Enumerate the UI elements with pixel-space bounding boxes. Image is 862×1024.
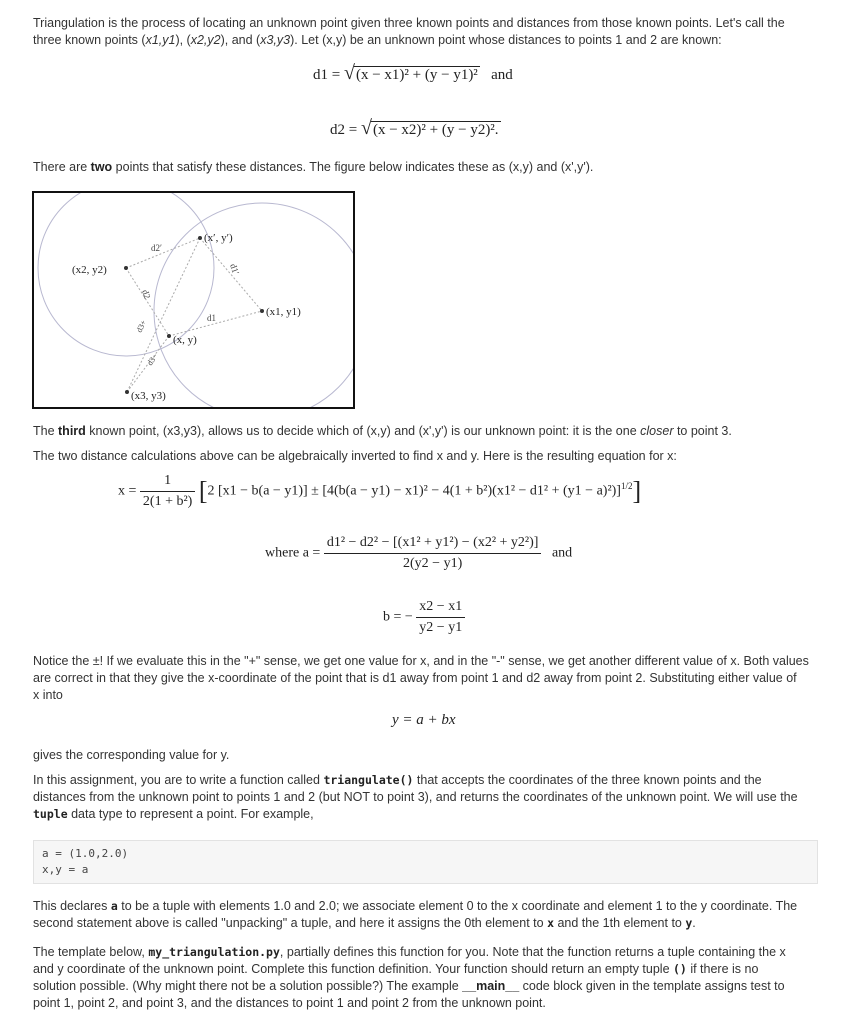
point-3-coords: x3,y3 (260, 33, 291, 47)
label-d2-prime: d2′ (151, 243, 162, 253)
code-line-1: a = (1.0,2.0) (42, 847, 129, 860)
equation-y: y = a + bx (392, 712, 456, 728)
unknown-point-dot (167, 334, 171, 338)
equation-d1: d1 = √(x − x1)² + (y − y1)² and (313, 62, 513, 84)
triangulation-diagram (34, 193, 355, 409)
point-2-dot (124, 266, 128, 270)
label-xprime-yprime: (x′, y′) (204, 232, 233, 244)
circle-around-point-1 (154, 203, 355, 409)
label-d3-plus: d3+ (134, 318, 149, 334)
triangulation-figure (32, 191, 355, 409)
label-d3-minus: d3− (145, 351, 160, 368)
template-paragraph: The template below, my_triangulation.py, partially defines this function for you. Note that the function returns a tuple containing the x and y coordinate of the unknown point. Complete this function definition. Your function should return an empty tuple () if there is no solution possible. (Why might there not be a solution possible?) The example __main__ code block given in the template assigns test to point 1, point 2, and point 3, and the distances to point 1 and point 2 from the unknown point. (33, 945, 786, 1010)
intro-paragraph (33, 15, 823, 49)
alt-point-dot (198, 236, 202, 240)
invert-sentence: The two distance calculations above can be algebraically inverted to find x and y. Here is the resulting equation for x: (33, 449, 677, 463)
equation-a: where a = $\frac{\text{d1² − d2² − [(x1² + y1²) − (x2² + y2²)]}}{2(y2 - y1)}$ and (265, 535, 573, 571)
point-1-coords: x1,y1 (145, 33, 176, 47)
label-x1y1: (x1, y1) (266, 306, 301, 318)
equation-b: b = − $\frac{x2 - x1}{y2 - y1}$ (383, 599, 465, 636)
function-name-code: triangulate() (323, 773, 414, 787)
intro-line-1: Triangulation is the process of locating an unknown point given three known points and distances from those known points. Let's call the (33, 16, 785, 30)
label-x2y2: (x2, y2) (72, 264, 107, 276)
label-d2: d2 (140, 288, 153, 301)
notice-paragraph: Notice the ±! If we evaluate this in the "+" sense, we get one value for x, and in the "-" sense, we get another different value of x. Both values are correct in that they give the x-coordinate of the point that is d1 away from point 1 and d2 away from point 2. Substituting either value of x into (33, 654, 809, 702)
assignment-paragraph: In this assignment, you are to write a function called triangulate() that accepts the coordinates of the three known points and the distances from the unknown point to points 1 and 2 (but NOT to point 3), and returns the coordinates of the unknown point. We will use the tuple data type to represent a point. For example, (33, 773, 798, 821)
point-1-dot (260, 309, 264, 313)
code-example-block (33, 840, 818, 884)
label-d1: d1 (207, 313, 216, 323)
code-line-2: x,y = a (42, 863, 89, 876)
third-point-sentence: The third known point, (x3,y3), allows us to decide which of (x,y) and (x',y') is our unknown point: it is the one closer to point 3. (33, 424, 732, 438)
line-d2-prime (126, 238, 200, 268)
label-x3y3: (x3, y3) (131, 390, 166, 402)
tuple-code: tuple (33, 807, 68, 821)
equation-x: x = $\frac{1}{\text{2(1 + b²)}}$ [2 $[x1 - b(a - y1)] \pm [4(b(a - y1) - x1)^2 - 4(1 + b^2)(x1^2 - d1^2 + (y1 - a)^2)]^{1/2}$] (118, 473, 642, 509)
intro-line-2: three known points (x1,y1), (x2,y2), and (x3,y3). Let (x,y) be an unknown point whose distances to points 1 and 2 are known: (33, 33, 722, 47)
equation-d2: d2 = √(x − x2)² + (y − y2)². (330, 117, 499, 139)
line-d1-prime (200, 238, 262, 311)
point-3-dot (125, 390, 129, 394)
line-d2 (126, 268, 169, 336)
circle-around-point-2 (38, 193, 214, 356)
declares-paragraph: This declares a to be a tuple with elements 1.0 and 2.0; we associate element 0 to the x coordinate and element 1 to the y coordinate. The second statement above is called "unpacking" a tuple, and here it assigns the 0th element to x and the 1th element to y. (33, 899, 798, 930)
label-xy: (x, y) (173, 334, 197, 346)
point-2-coords: x2,y2 (190, 33, 221, 47)
label-d1-prime: d1′ (228, 262, 242, 276)
gives-sentence: gives the corresponding value for y. (33, 748, 230, 762)
two-points-sentence: There are two points that satisfy these distances. The figure below indicates these as (x,y) and (x',y'). (33, 160, 594, 174)
line-d3-plus (127, 238, 200, 392)
template-filename-code: my_triangulation.py (148, 945, 280, 959)
